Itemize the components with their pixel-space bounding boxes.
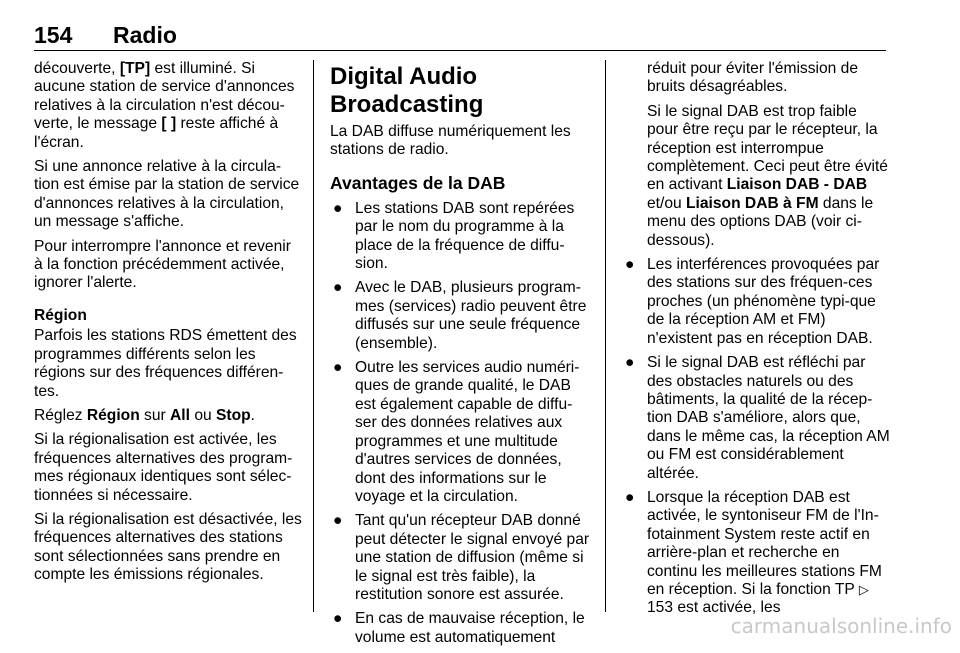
paragraph: Si la régionalisation est activée, les fréquences alternatives des program-mes régionaux identiques sont sélec-tionnées si nécessaire.: [34, 431, 293, 504]
column-right: [622, 60, 890, 624]
advantages-list-continued: [622, 60, 890, 618]
bullet-icon: ●: [333, 199, 343, 217]
column-divider: [313, 60, 314, 612]
intro-paragraph: La DAB diffuse numériquement les stations de radio.: [330, 123, 571, 159]
page-header: [34, 22, 886, 51]
paragraph: Pour interrompre l'annonce et revenir à la fonction précédemment activée, ignorer l'alerte.: [34, 237, 291, 292]
list-item: ● Outre les services audio numéri-ques de grande qualité, le DAB est également capable de diffu-ser des données relatives aux programmes et une multitude d'autres services de données, dont des informations sur le voyage et la circulation.: [333, 359, 580, 505]
list-item: ● Les interférences provoquées par des stations sur des fréquen-ces proches (un phénomène typi-que de la réception AM et FM) n'existent pas en réception DAB.: [625, 256, 880, 347]
paragraph: Si une annonce relative à la circula-tion est émise par la station de service d'annonces relatives à la circulation, un message s'affiche.: [34, 158, 300, 231]
bullet-icon: ●: [333, 359, 343, 377]
subsection-heading: Avantages de la DAB: [330, 172, 506, 193]
paragraph: Parfois les stations RDS émettent des programmes différents selon les régions sur des fréquences différen-tes.: [34, 327, 297, 400]
column-left: [34, 60, 302, 591]
page-number: 154: [34, 22, 73, 48]
page-reference-arrow-icon: ▷: [858, 581, 869, 597]
section-heading: Digital Audio Broadcasting: [330, 63, 484, 118]
bullet-icon: ●: [625, 354, 635, 372]
column-middle: [330, 60, 592, 653]
bullet-icon: ●: [333, 512, 343, 530]
paragraph: Si le signal DAB est trop faible pour être reçu par le récepteur, la réception est interrompue complètement. Ceci peut être évité en activant Liaison DAB - DAB et/ou Liaison DAB à FM dans le menu des options DAB (voir ci-dessous).: [647, 102, 888, 249]
column-divider: [605, 60, 606, 612]
paragraph: Réglez Région sur All ou Stop.: [34, 406, 255, 424]
bullet-icon: ●: [333, 610, 343, 628]
region-heading: Région: [34, 306, 87, 324]
bullet-icon: ●: [625, 256, 635, 274]
section-title: Radio: [113, 22, 177, 48]
list-item: ● Les stations DAB sont repérées par le nom du programme à la place de la fréquence de diffu-sion.: [333, 199, 575, 273]
list-item: ● Avec le DAB, plusieurs program-mes (services) radio peuvent être diffusés sur une seule fréquence (ensemble).: [333, 279, 587, 352]
paragraph: Si la régionalisation est désactivée, les fréquences alternatives des stations sont sélectionnées sans prendre en compte les émissions régionales.: [34, 510, 302, 584]
list-item: ● Lorsque la réception DAB est activée, le syntoniseur FM de l'In-fotainment System reste actif en arrière-plan et recherche en continu les meilleures stations FM en réception. Si la fonction TP ▷ 153 est activée, les: [625, 488, 882, 617]
tp-indicator: [TP]: [119, 60, 151, 77]
option-dab-fm: Liaison DAB à FM: [686, 194, 819, 212]
watermark: carmanualsonline.info: [730, 614, 952, 638]
bullet-icon: ●: [625, 488, 635, 506]
list-item-continuation: [622, 60, 890, 250]
message-indicator: [ ]: [161, 115, 177, 133]
bullet-icon: ●: [333, 279, 343, 297]
advantages-list: [330, 200, 592, 647]
option-dab-dab: Liaison DAB - DAB: [726, 176, 868, 194]
list-item: ● En cas de mauvaise réception, le volume est automatiquement: [333, 610, 585, 646]
list-item: ● Si le signal DAB est réfléchi par des obstacles naturels ou des bâtiments, la qualité de la récep-tion DAB s'améliore, alors que, dans le même cas, la réception AM ou FM est considérablement altérée.: [625, 354, 890, 482]
list-item: ● Tant qu'un récepteur DAB donné peut détecter le signal envoyé par une station de diffusion (même si le signal est très faible), la restitution sonore est assurée.: [333, 512, 590, 603]
paragraph: réduit pour éviter l'émission de bruits désagréables.: [647, 60, 858, 96]
paragraph: découverte, [TP] est illuminé. Si aucune station de service d'annonces relatives à la circulation n'est décou-verte, le message [ ] reste affiché à l'écran.: [34, 60, 295, 151]
